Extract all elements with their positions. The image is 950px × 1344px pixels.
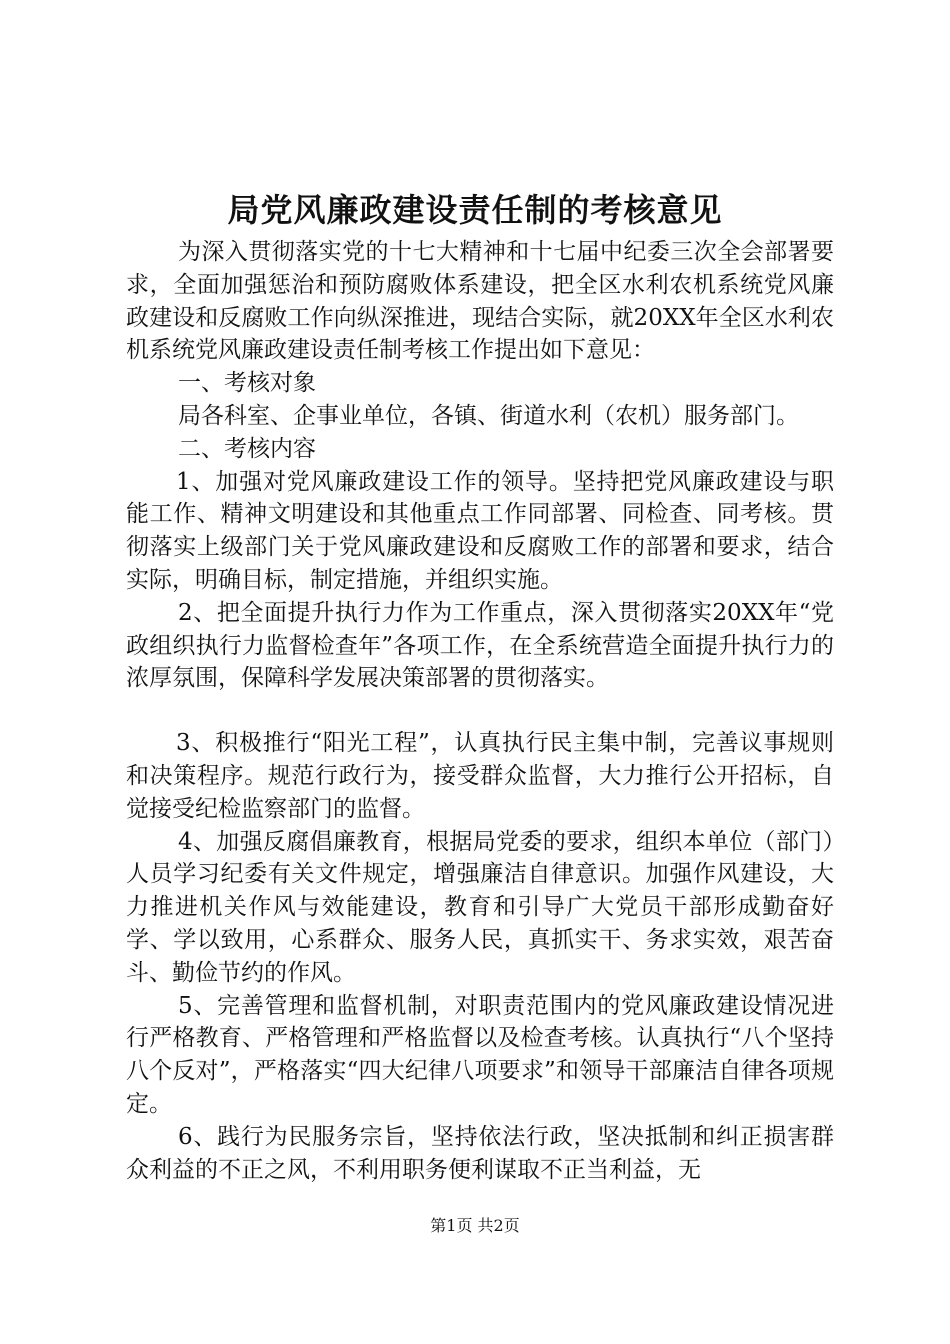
item-1-paragraph: 1、加强对党风廉政建设工作的领导。坚持把党风廉政建设与职能工作、精神文明建设和其他重点工作同部署、同检查、同考核。贯彻落实上级部门关于党风廉政建设和反腐败工作的部署和要求，结合实际，明确目标，制定措施，并组织实施。 <box>126 468 834 593</box>
section-1-paragraph: 局各科室、企事业单位，各镇、街道水利（农机）服务部门。 <box>178 402 799 429</box>
page-footer: 第1页 共2页 <box>430 1216 520 1235</box>
item-6-paragraph: 6、践行为民服务宗旨，坚持依法行政，坚决抵制和纠正损害群众利益的不正之风，不利用职务便利谋取不正当利益，无 <box>126 1123 834 1183</box>
paragraph-gap <box>126 695 834 727</box>
item-4-paragraph: 4、加强反腐倡廉教育，根据局党委的要求，组织本单位（部门）人员学习纪委有关文件规定，增强廉洁自律意识。加强作风建设，大力推进机关作风与效能建设，教育和引导广大党员干部形成勤奋好学、学以致用，心系群众、服务人民，真抓实干、务求实效，艰苦奋斗、勤俭节约的作风。 <box>126 828 834 986</box>
document-title: 局党风廉政建设责任制的考核意见 <box>227 191 723 229</box>
intro-paragraph: 为深入贯彻落实党的十七大精神和十七届中纪委三次全会部署要求，全面加强惩治和预防腐败体系建设，把全区水利农机系统党风廉政建设和反腐败工作向纵深推进，现结合实际，就20XX年全区水利农机系统党风廉政建设责任制考核工作提出如下意见： <box>126 239 834 364</box>
section-heading-2: 二、考核内容 <box>178 435 316 462</box>
section-heading-1: 一、考核对象 <box>178 370 316 397</box>
item-3-paragraph: 3、积极推行“阳光工程”，认真执行民主集中制，完善议事规则和决策程序。规范行政行为，接受群众监督，大力推行公开招标，自觉接受纪检监察部门的监督。 <box>126 730 834 822</box>
document-body <box>126 236 834 1186</box>
item-5-paragraph: 5、完善管理和监督机制，对职责范围内的党风廉政建设情况进行严格教育、严格管理和严格监督以及检查考核。认真执行“八个坚持八个反对”，严格落实“四大纪律八项要求”和领导干部廉洁自律各项规定。 <box>126 992 834 1117</box>
item-2-paragraph: 2、把全面提升执行力作为工作重点，深入贯彻落实20XX年“党政组织执行力监督检查年”各项工作，在全系统营造全面提升执行力的浓厚氛围，保障科学发展决策部署的贯彻落实。 <box>126 599 834 692</box>
